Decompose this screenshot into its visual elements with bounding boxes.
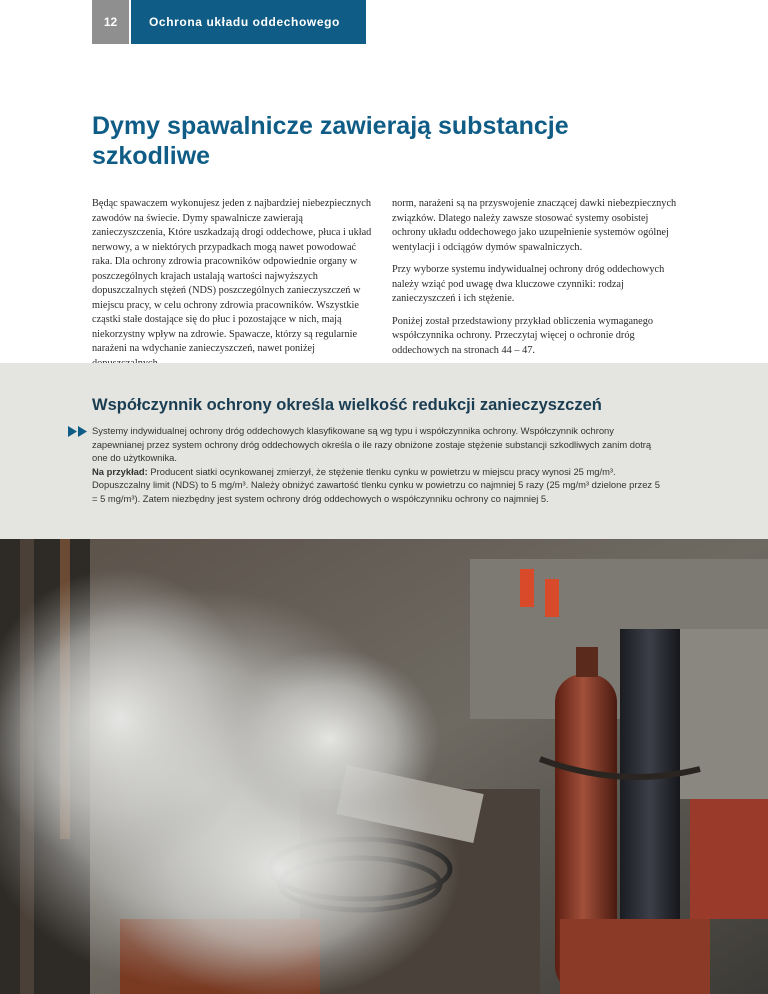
article-paragraph: Poniżej został przedstawiony przykład obliczenia wymaganego współczynnika ochrony. Przeczytaj więcej o ochronie dróg oddechowych na stronach 44 – 47. bbox=[392, 315, 654, 356]
info-band-text bbox=[92, 424, 664, 506]
section-title: Ochrona układu oddechowego bbox=[131, 0, 366, 44]
page-number: 12 bbox=[92, 0, 129, 44]
article-headline: Dymy spawalnicze zawierają substancje szkodliwe bbox=[92, 112, 569, 170]
example-label: Na przykład: bbox=[92, 465, 148, 477]
info-band-example bbox=[92, 465, 664, 506]
article-paragraph: Będąc spawaczem wykonujesz jeden z najbardziej niebezpiecznych zawodów na świecie. Dymy spawalnicze zawierają zanieczyszczenia, Które uszkadzają drogi oddechowe, płuca i układ nerwowy, a w niektórych przypadkach mogą nawet powodować raka. Dla ochrony zdrowia pracowników odpowiednie organy w poszczególnych krajach ustalają wartości najwyższych dopuszczalnych stężeń (NDS) poszczególnych zanieczyszczeń w miejscu pracy, w celu ochrony zdrowia pracowników. Wszystkie cząstki stałe dostające się do płuc i pozostające w nich, mają niekorzystny wpływ na zdrowie. Spawacze, którzy są regularnie narażeni na wdychanie zanieczyszczeń, nawet poniżej bbox=[92, 198, 372, 354]
article-column-left bbox=[92, 197, 378, 379]
welding-workshop-photo bbox=[0, 539, 768, 994]
info-band-paragraph: Systemy indywidualnej ochrony dróg oddechowych klasyfikowane są wg typu i współczynnika ochrony. Współczynnik ochrony zapewnianej przez system ochrony dróg oddechowych określa o ile razy obniżone zostaje stężenie substancji szkodliwych zanim dotrą one do użytkownika. bbox=[92, 425, 652, 464]
article-paragraph: Przy wyborze systemu indywidualnej ochrony dróg oddechowych należy wziąć pod uwagę dwa kluczowe czynniki: rodzaj zanieczyszczeń i ich stężenie. bbox=[392, 264, 665, 304]
article-column-right bbox=[392, 197, 678, 366]
double-arrow-icon bbox=[68, 426, 88, 437]
article-paragraph: norm, narażeni są na przyswojenie znaczącej dawki niebezpiecznych związków. Dlatego należy zawsze stosować systemy osobistej ochrony układu oddechowego jako uzupełnienie systemów ogólnej wentylacji i odciągów dymów spawalniczych. bbox=[392, 198, 677, 253]
info-band-title: Współczynnik ochrony określa wielkość redukcji zanieczyszczeń bbox=[92, 396, 602, 414]
example-text: Producent siatki ocynkowanej zmierzył, że stężenie tlenku cynku w powietrzu w miejscu pracy wynosi 25 mg/m³. Dopuszczalny limit (NDS) to 5 mg/m³. Należy obniżyć zawartość tlenku cynku w powietrzu co najmniej 5 razy (25 mg/m³ dzielone przez 5 = 5 mg/m³). Zatem niezbędny jest system ochrony dróg oddechowych o współczynniku ochrony co najmniej 5. bbox=[92, 465, 660, 504]
